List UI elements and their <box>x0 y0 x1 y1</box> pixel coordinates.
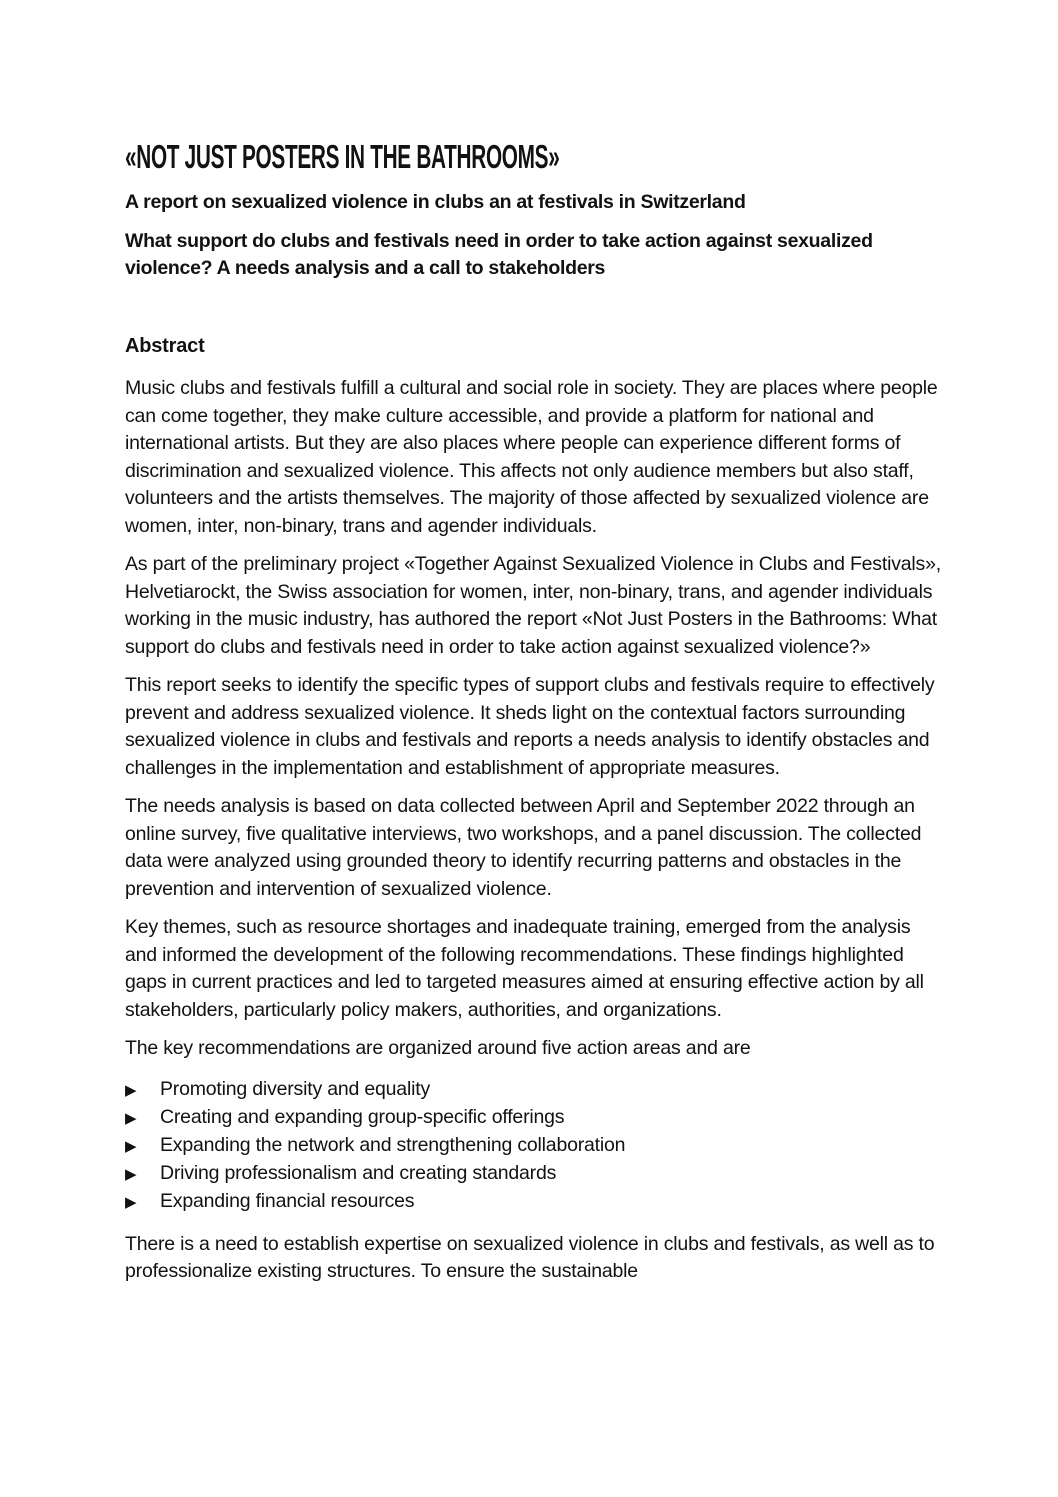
triangle-bullet-icon: ▶ <box>125 1109 137 1127</box>
recommendations-intro: The key recommendations are organized around five action areas and are <box>125 1037 751 1059</box>
document-title <box>125 140 943 174</box>
list-item-label: Creating and expanding group-specific offerings <box>160 1105 565 1128</box>
abstract-paragraph-2: As part of the preliminary project «Together Against Sexualized Violence in Clubs and Festivals», Helvetiarockt, the Swiss association for women, inter, non-binary, trans, and agender individuals working in the music industry, has authored the report «Not Just Posters in the Bathrooms: What support do clubs and festivals need in order to take action against sexualized violence?» <box>125 553 941 658</box>
list-item-label: Promoting diversity and equality <box>160 1077 430 1100</box>
triangle-bullet-icon: ▶ <box>125 1137 137 1155</box>
triangle-bullet-icon: ▶ <box>125 1165 137 1183</box>
abstract-paragraph-3: This report seeks to identify the specific types of support clubs and festivals require to effectively prevent and address sexualized violence. It sheds light on the contextual factors surrounding sexualized violence in clubs and festivals and reports a needs analysis to identify obstacles and challenges in the implementation and establishment of appropriate measures. <box>125 674 935 779</box>
abstract-heading: Abstract <box>125 335 205 357</box>
abstract-paragraph-4: The needs analysis is based on data collected between April and September 2022 through an online survey, five qualitative interviews, two workshops, and a panel discussion. The collected data were analyzed using grounded theory to identify recurring patterns and obstacles in the prevention and intervention of sexualized violence. <box>125 795 922 900</box>
report-subtitle: A report on sexualized violence in clubs an at festivals in Switzerland <box>125 191 746 213</box>
list-item <box>125 1104 943 1132</box>
list-item-label: Expanding financial resources <box>160 1189 415 1212</box>
triangle-bullet-icon: ▶ <box>125 1081 137 1099</box>
document-title-text: «NOT JUST POSTERS IN THE BATHROOMS» <box>125 138 560 175</box>
recommendations-list <box>125 1076 943 1216</box>
abstract-paragraph-5: Key themes, such as resource shortages and inadequate training, emerged from the analysis and informed the development of the following recommendations. These findings highlighted gaps in current practices and led to targeted measures aimed at ensuring effective action by all stakeholders, particularly policy makers, authorities, and organizations. <box>125 916 924 1021</box>
abstract-paragraph-1: Music clubs and festivals fulfill a cultural and social role in society. They are places where people can come together, they make culture accessible, and provide a platform for national and international artists. But they are also places where people can experience different forms of discrimination and sexualized violence. This affects not only audience members but also staff, volunteers and the artists themselves. The majority of those affected by sexualized violence are women, inter, non-binary, trans and agender individuals. <box>125 377 938 537</box>
closing-paragraph: There is a need to establish expertise on sexualized violence in clubs and festivals, as well as to professionalize existing structures. To ensure the sustainable <box>125 1232 935 1282</box>
list-item <box>125 1160 943 1188</box>
list-item <box>125 1076 943 1104</box>
list-item <box>125 1188 943 1216</box>
page-content <box>125 140 943 1297</box>
list-item-label: Driving professionalism and creating standards <box>160 1161 557 1184</box>
list-item-label: Expanding the network and strengthening collaboration <box>160 1133 626 1156</box>
list-item <box>125 1132 943 1160</box>
triangle-bullet-icon: ▶ <box>125 1193 137 1211</box>
research-question-subtitle: What support do clubs and festivals need in order to take action against sexualized violence? A needs analysis and a call to stakeholders <box>125 230 873 279</box>
